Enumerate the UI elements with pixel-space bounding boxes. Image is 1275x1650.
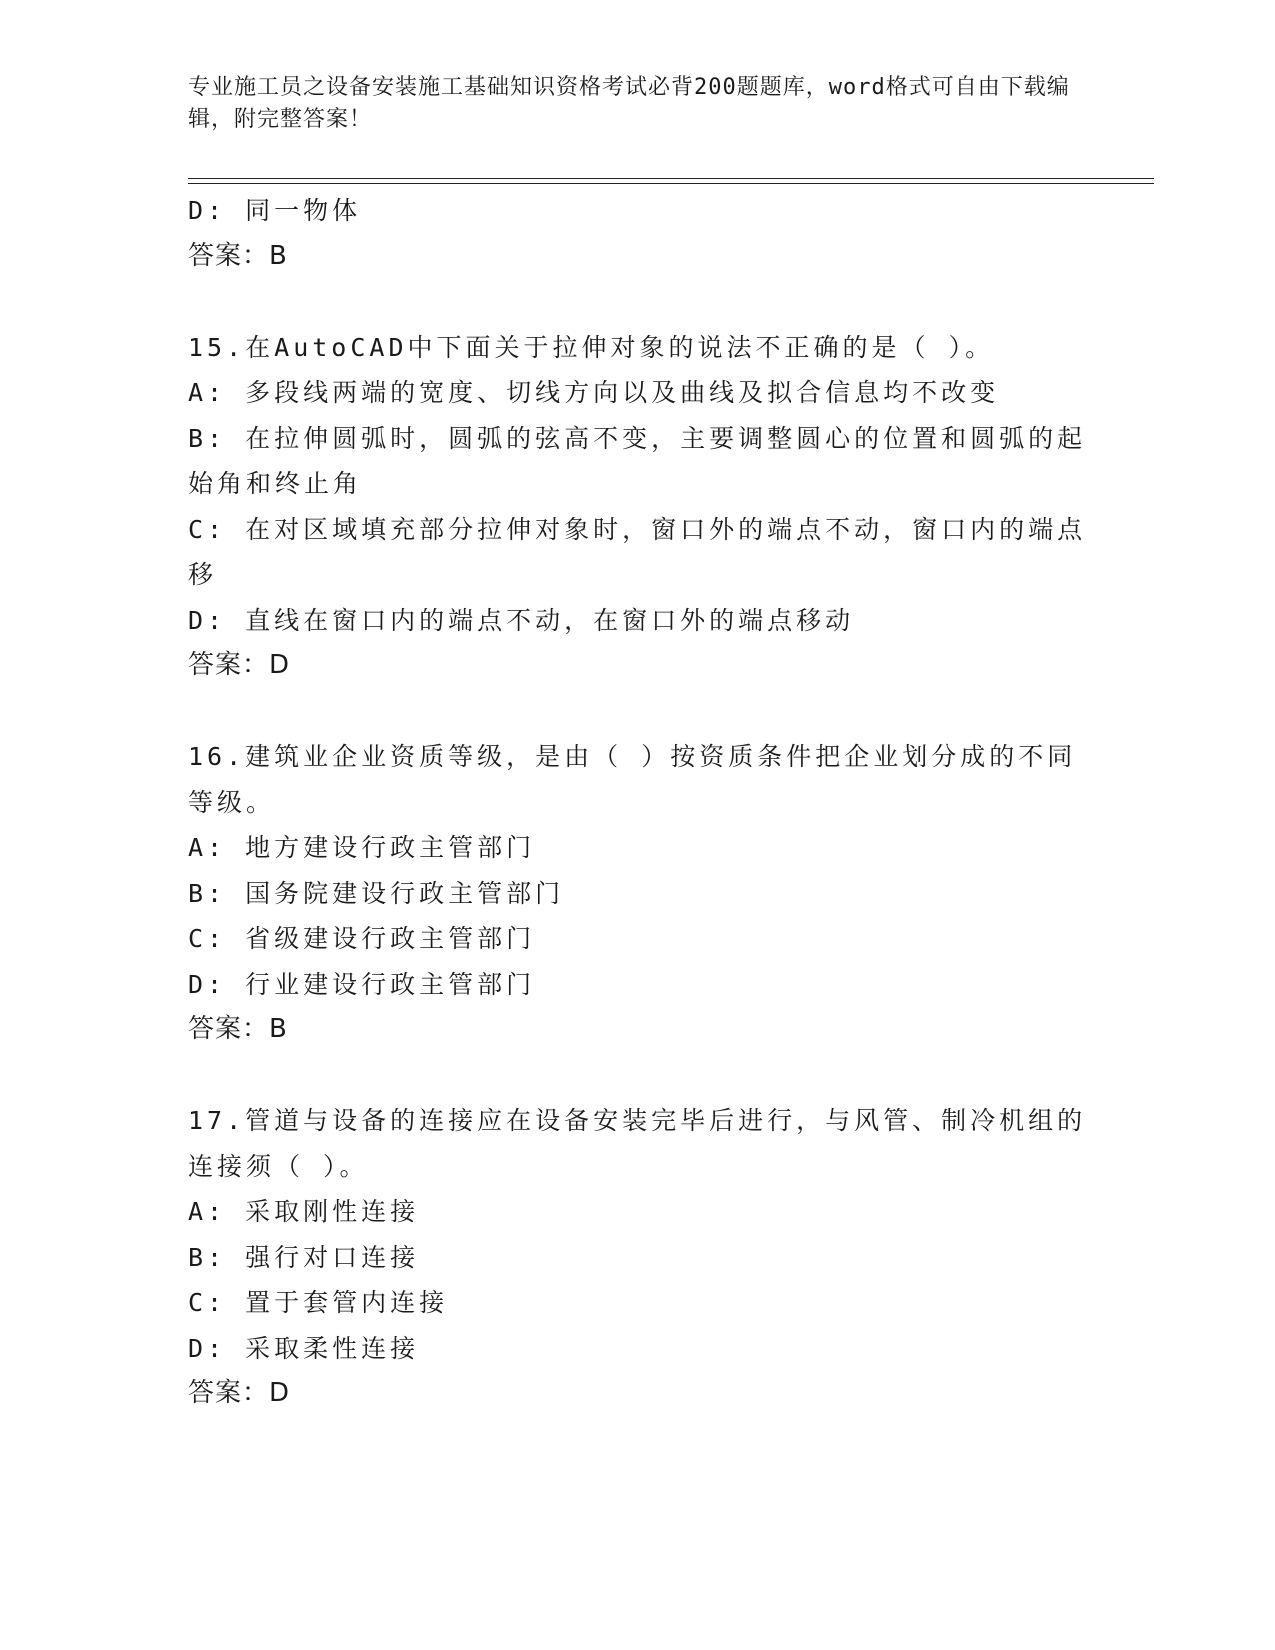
question-option: C: 置于套管内连接	[188, 1288, 449, 1317]
question-block	[188, 1098, 1088, 1417]
question-answer: 答案：D	[188, 650, 291, 680]
question-option: A: 采取刚性连接	[188, 1197, 420, 1226]
question-option: A: 地方建设行政主管部门	[188, 833, 536, 862]
question-option: A: 多段线两端的宽度、切线方向以及曲线及拟合信息均不改变	[188, 378, 1000, 407]
spacer	[188, 279, 1088, 325]
question-block	[188, 734, 1088, 1053]
question-option: B: 在拉伸圆弧时，圆弧的弦高不变，主要调整圆心的位置和圆弧的起始角和终止角	[188, 423, 1087, 498]
question-option: D: 直线在窗口内的端点不动，在窗口外的端点移动	[188, 605, 855, 635]
header-rule-bottom	[188, 183, 1154, 184]
document-header: 专业施工员之设备安装施工基础知识资格考试必背200题题库，word格式可自由下载编辑，附完整答案！	[188, 75, 1070, 132]
question-option: B: 强行对口连接	[188, 1242, 420, 1272]
question-option: B: 国务院建设行政主管部门	[188, 878, 565, 908]
header-rule-top	[188, 178, 1154, 179]
spacer	[188, 689, 1088, 735]
document-body	[188, 188, 1088, 1417]
question-answer: 答案：B	[188, 1014, 288, 1044]
question-stem: 15.在AutoCAD中下面关于拉伸对象的说法不正确的是（ ）。	[188, 332, 995, 362]
question-option: D: 行业建设行政主管部门	[188, 969, 536, 999]
question-block	[188, 325, 1088, 689]
question-stem: 17.管道与设备的连接应在设备安装完毕后进行，与风管、制冷机组的连接须（ ）。	[188, 1106, 1087, 1181]
carryover-answer: 答案：B	[188, 240, 288, 271]
question-option: C: 在对区域填充部分拉伸对象时，窗口外的端点不动，窗口内的端点移	[188, 514, 1087, 589]
question-option: D: 采取柔性连接	[188, 1333, 420, 1363]
question-option: C: 省级建设行政主管部门	[188, 924, 536, 953]
spacer	[188, 1053, 1088, 1099]
carryover-option-d: D: 同一物体	[188, 196, 362, 225]
question-stem: 16.建筑业企业资质等级，是由（ ）按资质条件把企业划分成的不同等级。	[188, 742, 1077, 817]
question-answer: 答案：D	[188, 1378, 291, 1408]
